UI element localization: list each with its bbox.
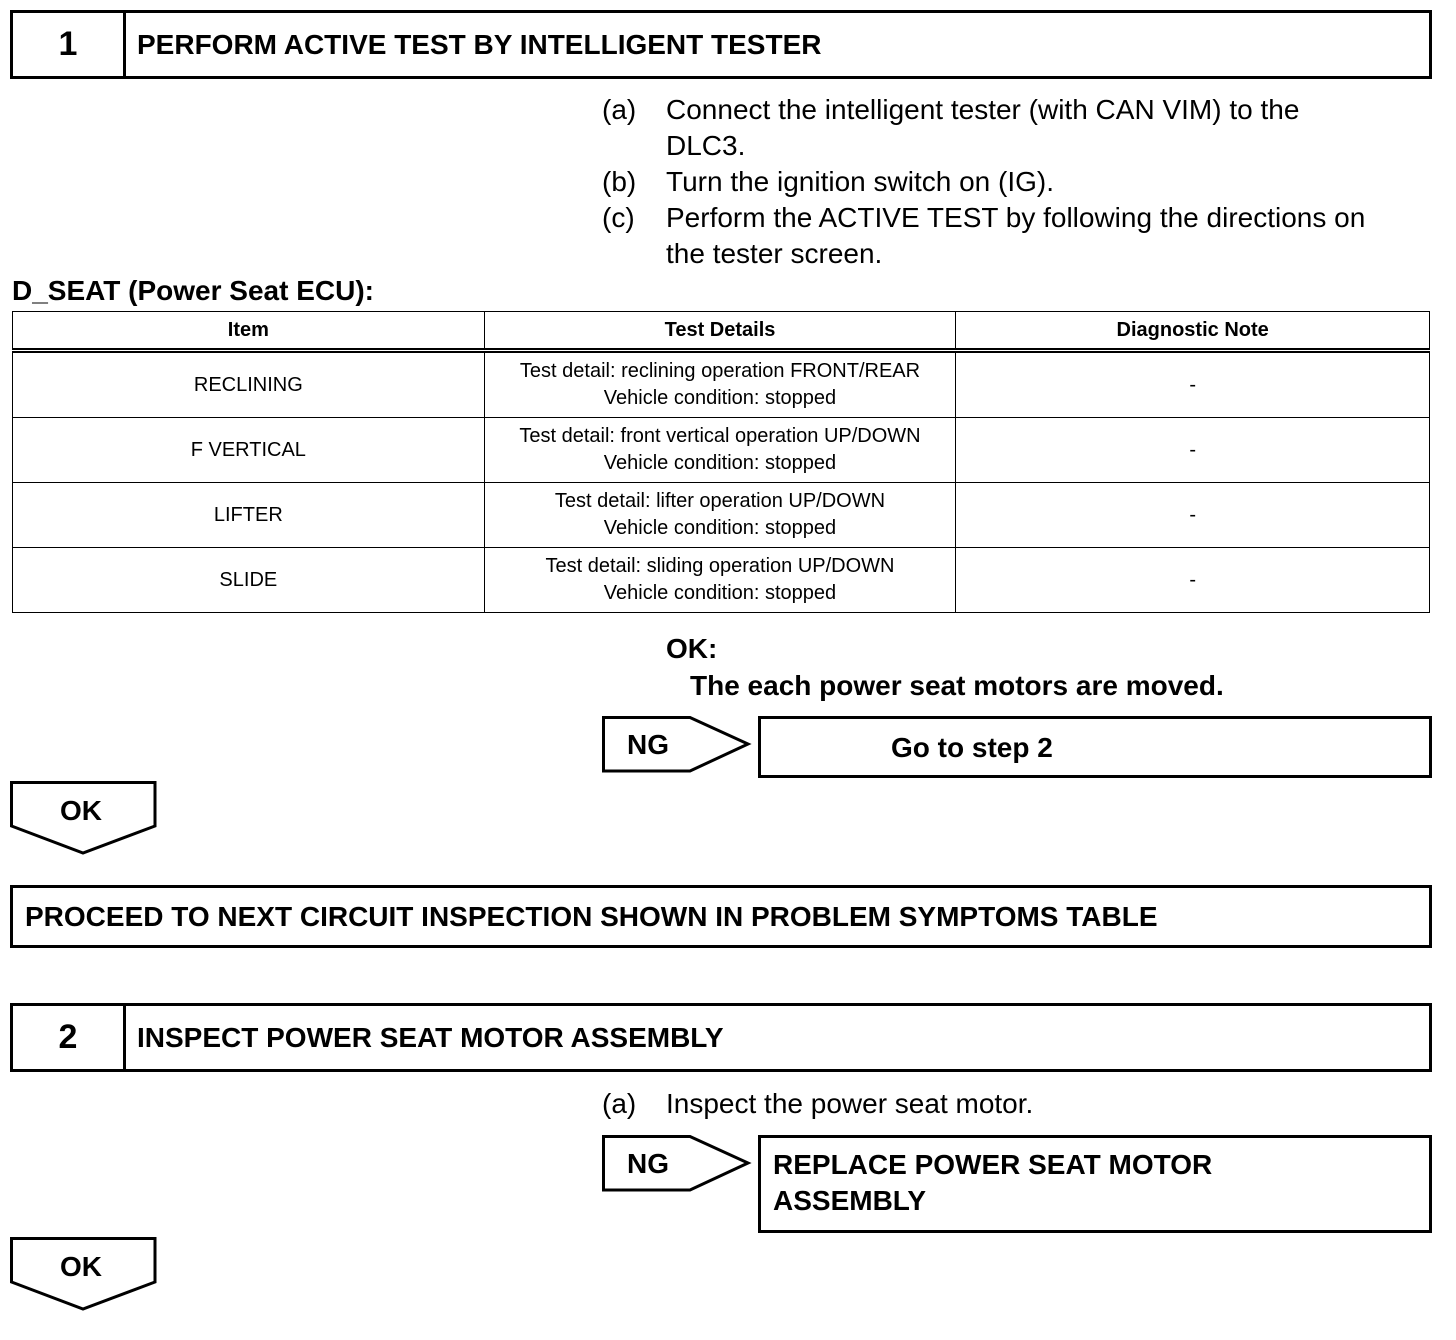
detail-line: Vehicle condition: stopped [603, 582, 837, 604]
column-header-diagnostic-note: Diagnostic Note [956, 312, 1430, 351]
details-cell [484, 483, 956, 548]
instruction-text [666, 200, 1436, 272]
ok-arrow-label: OK [60, 1251, 102, 1282]
item-cell: SLIDE [13, 548, 485, 613]
instruction-line: DLC3. [666, 130, 746, 161]
table-row [13, 548, 1430, 613]
step-number: 1 [13, 13, 126, 76]
details-cell [484, 351, 956, 418]
instruction-line: Connect the intelligent tester (with CAN VIM) to the [666, 94, 1300, 125]
result-text: ASSEMBLY [773, 1185, 927, 1216]
ng-arrow-icon [602, 716, 752, 774]
ok-condition: The each power seat motors are moved. [690, 670, 1224, 701]
instruction-line: Turn the ignition switch on (IG). [666, 166, 1055, 197]
ng-arrow-icon [602, 1135, 752, 1193]
detail-line: Vehicle condition: stopped [603, 387, 837, 409]
instruction-label: (b) [602, 166, 637, 197]
item-cell: RECLINING [13, 351, 485, 418]
active-test-table [12, 311, 1430, 613]
note-cell: - [956, 351, 1430, 418]
note-cell: - [956, 483, 1430, 548]
step-title: INSPECT POWER SEAT MOTOR ASSEMBLY [137, 1021, 724, 1053]
table-heading: D_SEAT (Power Seat ECU): [12, 275, 374, 306]
step-number: 2 [13, 1006, 126, 1069]
instruction-text [666, 92, 1436, 164]
step-2-header [10, 1003, 1432, 1072]
instruction-line: Inspect the power seat motor. [666, 1088, 1034, 1119]
ok-label: OK: [666, 633, 718, 664]
column-header-item: Item [13, 312, 485, 351]
instruction-text [666, 1086, 1436, 1122]
proceed-box[interactable]: PROCEED TO NEXT CIRCUIT INSPECTION SHOWN IN PROBLEM SYMPTOMS TABLE [10, 885, 1432, 948]
instruction-b [602, 164, 1442, 200]
instruction-line: Perform the ACTIVE TEST by following the directions on [666, 202, 1366, 233]
step-title: PERFORM ACTIVE TEST BY INTELLIGENT TESTER [137, 28, 822, 60]
result-text: Go to step 2 [891, 732, 1053, 763]
ng-label: NG [627, 729, 669, 760]
go-to-step-2-box[interactable] [758, 716, 1432, 778]
instruction-line: the tester screen. [666, 238, 883, 269]
detail-line: Test detail: sliding operation UP/DOWN [545, 555, 895, 577]
note-cell: - [956, 418, 1430, 483]
step-1-header [10, 10, 1432, 79]
details-cell [484, 418, 956, 483]
ok-arrow-label: OK [60, 795, 102, 826]
table-row [13, 483, 1430, 548]
instruction-text [666, 164, 1436, 200]
detail-line: Test detail: reclining operation FRONT/REAR [519, 360, 921, 382]
column-header-test-details: Test Details [484, 312, 956, 351]
item-cell: LIFTER [13, 483, 485, 548]
instruction-label: (a) [602, 1088, 637, 1119]
item-cell: F VERTICAL [13, 418, 485, 483]
replace-motor-box[interactable] [758, 1135, 1432, 1233]
table-row [13, 418, 1430, 483]
table-row [13, 351, 1430, 418]
table-header-row [13, 312, 1430, 351]
detail-line: Vehicle condition: stopped [603, 452, 837, 474]
instruction-a [602, 1086, 1442, 1122]
ng-label: NG [627, 1148, 669, 1179]
instruction-c [602, 200, 1442, 272]
instruction-a [602, 92, 1442, 164]
result-text: REPLACE POWER SEAT MOTOR [773, 1149, 1213, 1180]
detail-line: Vehicle condition: stopped [603, 517, 837, 539]
instruction-label: (a) [602, 94, 637, 125]
detail-line: Test detail: front vertical operation UP/DOWN [519, 425, 921, 447]
instruction-label: (c) [602, 202, 635, 233]
detail-line: Test detail: lifter operation UP/DOWN [554, 490, 886, 512]
details-cell [484, 548, 956, 613]
note-cell: - [956, 548, 1430, 613]
